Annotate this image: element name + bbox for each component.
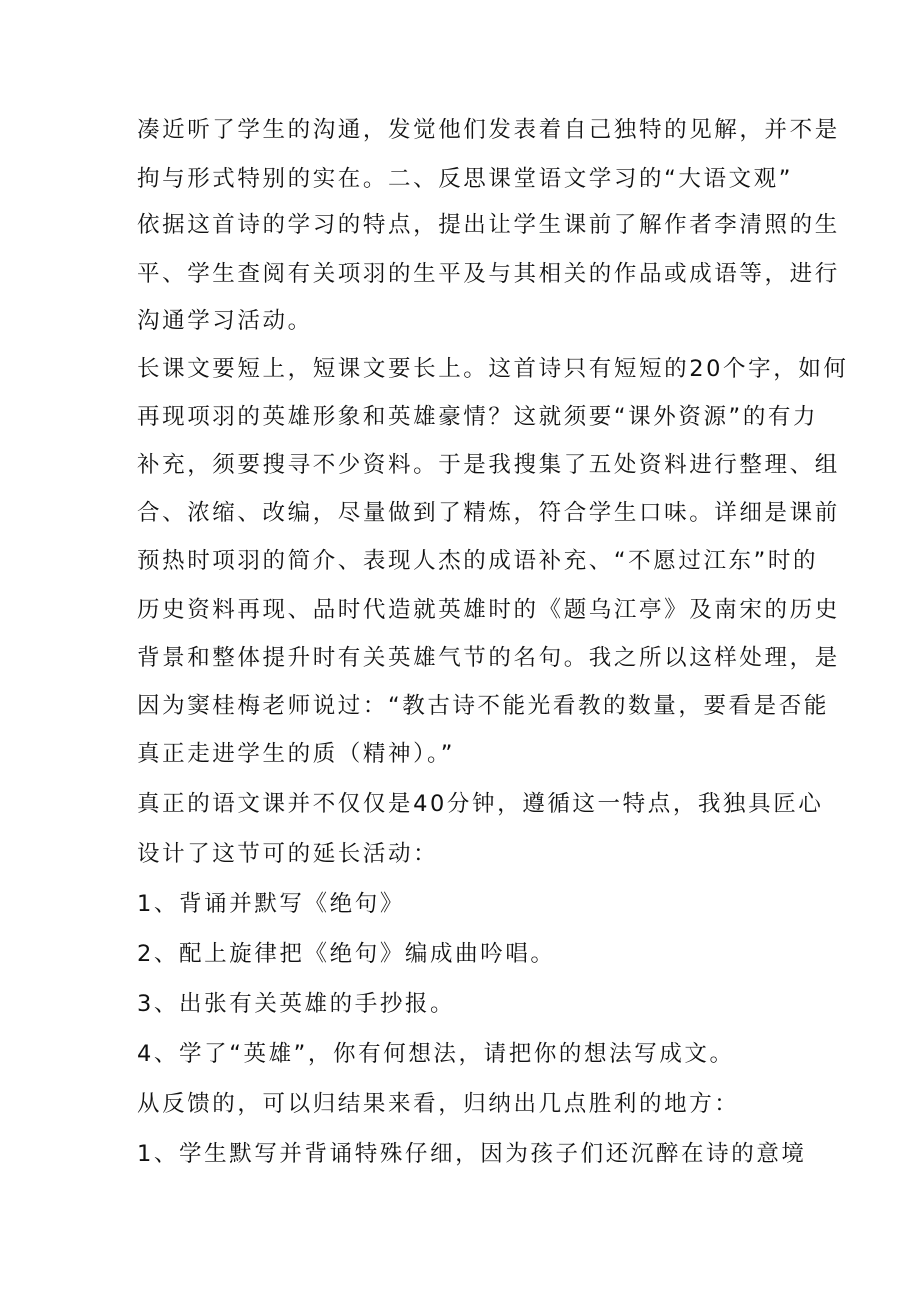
text-line: 因为窦桂梅老师说过：“教古诗不能光看教的数量，要看是否能 — [137, 693, 829, 719]
text-line: 平、学生查阅有关项羽的生平及与其相关的作品或成语等，进行 — [137, 261, 840, 287]
text-line: 历史资料再现、品时代造就英雄时的《题乌江亭》及南宋的历史 — [137, 597, 840, 623]
text-line: 补充，须要搜寻不少资料。于是我搜集了五处资料进行整理、组 — [137, 452, 840, 478]
text-line: 凑近听了学生的沟通，发觉他们发表着自己独特的见解，并不是 — [137, 117, 840, 143]
text-line: 预热时项羽的简介、表现人杰的成语补充、“不愿过江东”时的 — [137, 548, 819, 574]
text-line: 依据这首诗的学习的特点，提出让学生课前了解作者李清照的生 — [137, 212, 840, 238]
text-line: 背景和整体提升时有关英雄气节的名句。我之所以这样处理，是 — [137, 645, 840, 671]
text-line: 真正走进学生的质（精神）。” — [137, 741, 456, 767]
list-item: 1、学生默写并背诵特殊仔细，因为孩子们还沉醉在诗的意境 — [137, 1141, 807, 1167]
text-line: 合、浓缩、改编，尽量做到了精炼，符合学生口味。详细是课前 — [137, 500, 840, 526]
list-item: 3、出张有关英雄的手抄报。 — [137, 991, 456, 1017]
text-line: 再现项羽的英雄形象和英雄豪情？这就须要“课外资源”的有力 — [137, 404, 819, 430]
list-item: 1、背诵并默写《绝句》 — [137, 891, 405, 917]
text-line: 沟通学习活动。 — [137, 308, 313, 334]
list-item: 4、学了“英雄”，你有何想法，请把你的想法写成文。 — [137, 1041, 735, 1067]
text-line: 设计了这节可的延长活动： — [137, 841, 439, 867]
text-line: 长课文要短上，短课文要长上。这首诗只有短短的20个字，如何 — [137, 356, 849, 382]
text-line: 拘与形式特别的实在。二、反思课堂语文学习的“大语文观” — [137, 166, 794, 192]
list-item: 2、配上旋律把《绝句》编成曲吟唱。 — [137, 941, 556, 967]
text-line: 从反馈的，可以归结果来看，归纳出几点胜利的地方： — [137, 1091, 740, 1117]
text-line: 真正的语文课并不仅仅是40分钟，遵循这一特点，我独具匠心 — [137, 791, 824, 817]
